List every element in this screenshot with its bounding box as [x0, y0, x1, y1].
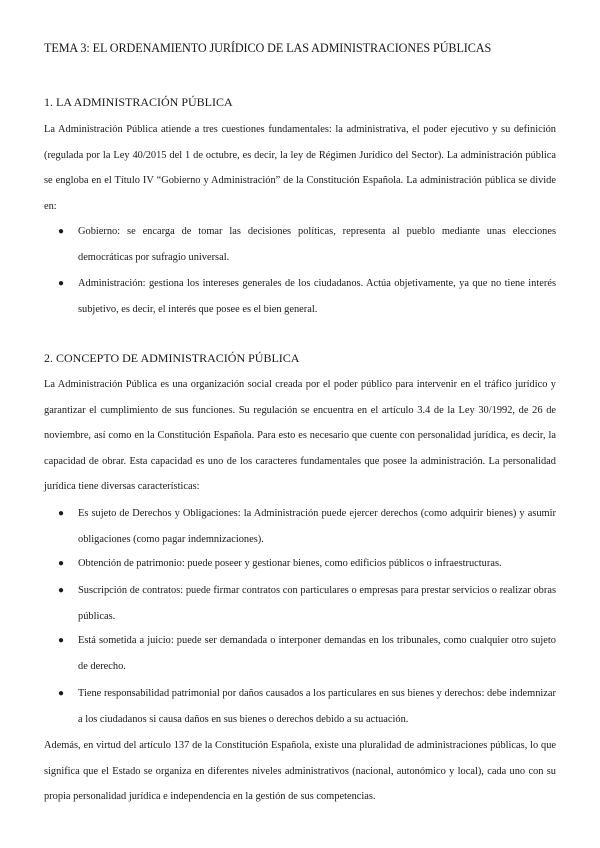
bullet-dot: ●	[58, 635, 65, 646]
bullet-dot: ●	[58, 688, 65, 699]
section-2-closing: Además, en virtud del artículo 137 de la Constitución Española, existe una pluralidad de administraciones públicas, lo que significa que el Estado se organiza en diferentes niveles administrativos (nacional, autonómico y local), cada uno con su propia personalidad jurídica e independencia en la gestión de sus competencias.	[44, 740, 556, 803]
section-1-heading: 1. LA ADMINISTRACIÓN PÚBLICA	[44, 95, 233, 109]
document-title: TEMA 3: EL ORDENAMIENTO JURÍDICO DE LAS ADMINISTRACIONES PÚBLICAS	[44, 41, 492, 55]
section-2-heading: 2. CONCEPTO DE ADMINISTRACIÓN PÚBLICA	[44, 351, 300, 365]
section-2-bullet-patrimonio: Obtención de patrimonio: puede poseer y gestionar bienes, como edificios públicos o infraestructuras.	[78, 558, 502, 569]
section-2-intro: La Administración Pública es una organización social creada por el poder público para intervenir en el tráfico jurídico y garantizar el cumplimiento de sus funciones. Su regulación se encuentra en el artículo 3.4 de la Ley 30/1992, de 26 de noviembre, así como en la Constitución Española. Para esto es necesario que cuente con personalidad jurídica, es decir, la capacidad de obrar. Esta capacidad es uno de los caracteres fundamentales que posee la administración. La personalidad jurídica tiene diversas características:	[44, 379, 556, 493]
section-2-bullet-contratos: Suscripción de contratos: puede firmar contratos con particulares o empresas para prestar servicios o realizar obras públicas.	[78, 585, 556, 622]
section-2-bullet-responsabilidad: Tiene responsabilidad patrimonial por daños causados a los particulares en sus bienes y derechos: debe indemnizar a los ciudadanos si causa daños en sus bienes o derechos debido a su actuación.	[78, 688, 556, 725]
bullet-dot: ●	[58, 278, 65, 289]
bullet-dot: ●	[58, 508, 65, 519]
bullet-dot: ●	[58, 226, 65, 237]
section-2-bullet-derechos: Es sujeto de Derechos y Obligaciones: la Administración puede ejercer derechos (como adquirir bienes) y asumir obligaciones (como pagar indemnizaciones).	[78, 508, 556, 545]
section-1-bullet-gobierno: Gobierno: se encarga de tomar las decisiones políticas, representa al pueblo mediante unas elecciones democráticas por sufragio universal.	[78, 226, 556, 263]
section-1-bullet-administracion: Administración: gestiona los intereses generales de los ciudadanos. Actúa objetivamente, ya que no tiene interés subjetivo, es decir, el interés que posee es el bien general.	[78, 278, 556, 315]
bullet-dot: ●	[58, 585, 65, 596]
section-1-intro: La Administración Pública atiende a tres cuestiones fundamentales: la administrativa, el poder ejecutivo y su definición (regulada por la Ley 40/2015 del 1 de octubre, es decir, la ley de Régimen Jurídico del Sector). La administración pública se engloba en el Título IV “Gobierno y Administración” de la Constitución Española. La administración pública se divide en:	[44, 124, 556, 212]
bullet-dot: ●	[58, 558, 65, 569]
section-2-bullet-juicio: Está sometida a juicio: puede ser demandada o interponer demandas en los tribunales, como cualquier otro sujeto de derecho.	[78, 635, 556, 672]
